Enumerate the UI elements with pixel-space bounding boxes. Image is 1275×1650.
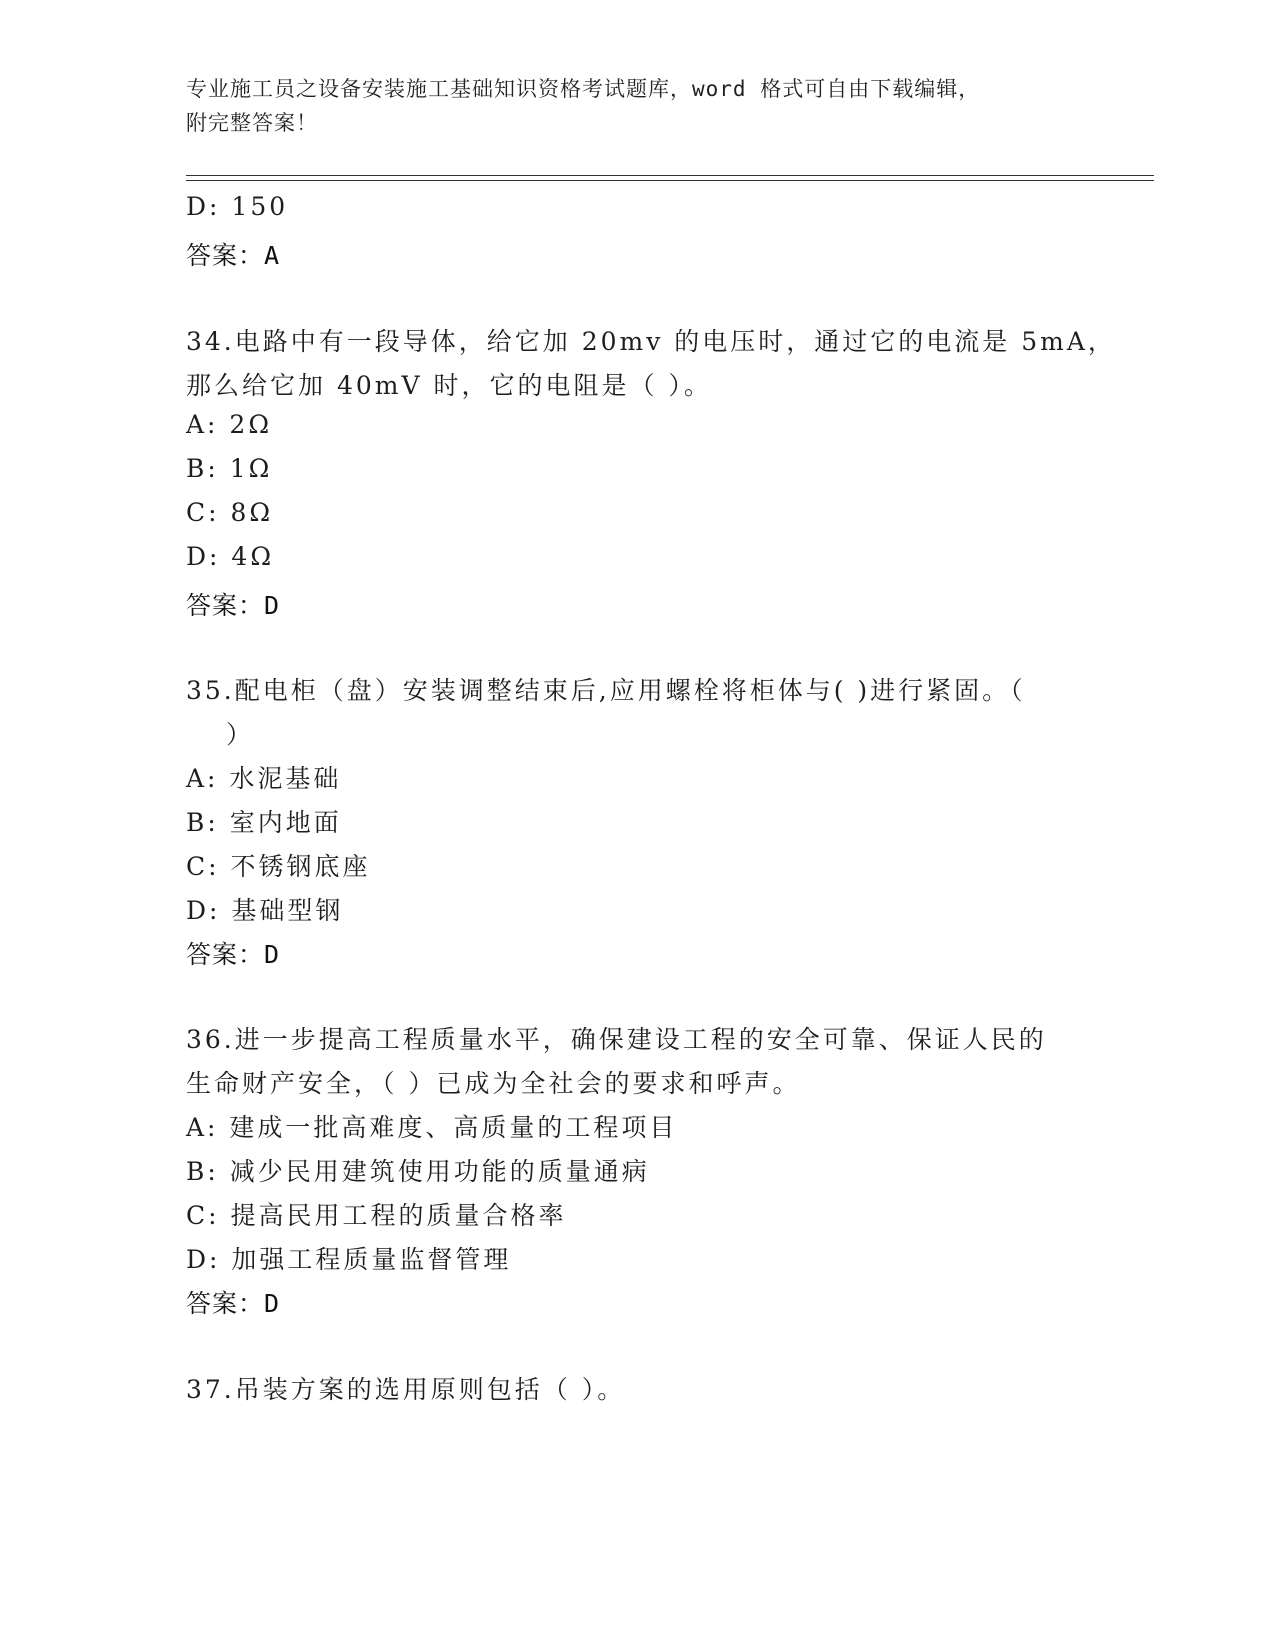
question-36-stem-line-1: 36.进一步提高工程质量水平，确保建设工程的安全可靠、保证人民的 bbox=[186, 1025, 1047, 1054]
prev-answer bbox=[186, 236, 280, 272]
question-35-stem-line-2: ） bbox=[226, 720, 255, 749]
answer-label: 答案： bbox=[186, 591, 265, 620]
document-header bbox=[186, 72, 1086, 140]
header-divider-top bbox=[186, 175, 1154, 176]
question-36-answer bbox=[186, 1284, 280, 1320]
question-36-option-a: A: 建成一批高难度、高质量的工程项目 bbox=[186, 1113, 678, 1142]
header-line-1: 专业施工员之设备安装施工基础知识资格考试题库，word 格式可自由下载编辑， bbox=[186, 77, 981, 101]
question-34-option-d: D: 4Ω bbox=[186, 542, 275, 571]
question-35-option-c: C: 不锈钢底座 bbox=[186, 852, 371, 881]
question-36-stem-line-2: 生命财产安全，（ ）已成为全社会的要求和呼声。 bbox=[186, 1069, 801, 1098]
question-37-stem-line-1: 37.吊装方案的选用原则包括（ ）。 bbox=[186, 1375, 626, 1404]
question-36-option-b: B: 减少民用建筑使用功能的质量通病 bbox=[186, 1157, 650, 1186]
question-34-option-a: A: 2Ω bbox=[186, 410, 273, 439]
question-34-option-b: B: 1Ω bbox=[186, 454, 273, 483]
question-34-stem-line-2: 那么给它加 40mV 时，它的电阻是（ ）。 bbox=[186, 371, 712, 400]
question-35-answer bbox=[186, 935, 280, 971]
answer-value: D bbox=[264, 1289, 281, 1318]
answer-label: 答案： bbox=[186, 241, 265, 270]
question-34-option-c: C: 8Ω bbox=[186, 498, 274, 527]
header-divider-bottom bbox=[186, 180, 1154, 181]
question-34-stem-line-1: 34.电路中有一段导体，给它加 20mv 的电压时，通过它的电流是 5mA， bbox=[186, 327, 1116, 356]
header-line-2: 附完整答案！ bbox=[186, 111, 318, 135]
question-36-option-c: C: 提高民用工程的质量合格率 bbox=[186, 1201, 567, 1230]
question-35-stem-line-1: 35.配电柜（盘）安装调整结束后,应用螺栓将柜体与( )进行紧固。（ bbox=[186, 676, 1026, 705]
answer-label: 答案： bbox=[186, 1289, 265, 1318]
question-34-answer bbox=[186, 586, 280, 622]
question-35-option-d: D: 基础型钢 bbox=[186, 896, 344, 925]
question-35-option-b: B: 室内地面 bbox=[186, 808, 342, 837]
answer-value: A bbox=[264, 241, 281, 270]
question-35-option-a: A: 水泥基础 bbox=[186, 764, 342, 793]
question-36-option-d: D: 加强工程质量监督管理 bbox=[186, 1245, 512, 1274]
answer-value: D bbox=[264, 940, 281, 969]
prev-option-d: D: 150 bbox=[186, 192, 289, 221]
answer-label: 答案： bbox=[186, 940, 265, 969]
answer-value: D bbox=[264, 591, 281, 620]
